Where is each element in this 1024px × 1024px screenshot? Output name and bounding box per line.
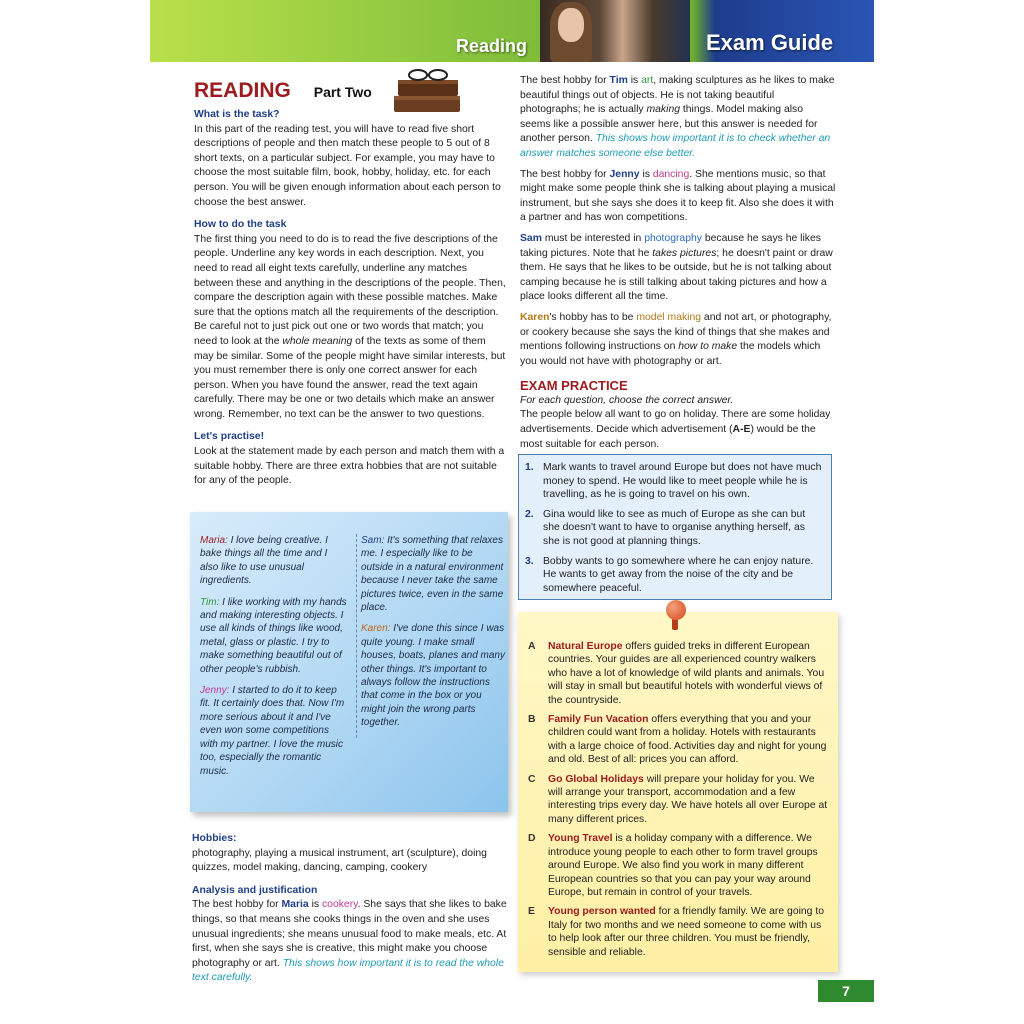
page-number: 7 [818,980,874,1002]
part-label: Part Two [313,84,372,100]
quote-tim: Tim: I like working with my hands and making interesting objects. I use all kinds of things like wood, metal, glass or plastic. I try to make something beautiful out of other people's rubbish. [200,596,347,675]
tim-analysis: The best hobby for Tim is art, making sculptures as he likes to make beautiful things out of objects. He is not taking beautiful photographs; he is actually making things. Model making also seems like a possible answer here, but this answer is needed for another person. This shows how important it is to check whether an answer matches someone else better. [520,75,835,159]
how-text: The first thing you need to do is to read the five descriptions of the people. Underline any key words in each description. Next, you need to read all eight texts carefully, underline any matches between these and anything in the descriptions of the people. Then, compare the description again with these possible matches. Make sure that the options match all the requirements of the description. Be careful not to just pick out one or two words that match; you need to look at the whole meaning of the texts as some of them may be similar. Some of the people might have similar interests, but you must remember there is only one correct answer for each person. When you have found the answer, read the text again carefully. There may be one or two details which make an answer wrong. Remember, no text can be the answer to two questions. [194,233,506,420]
question-item: 2. Gina would like to see as much of Europe as she can but she doesn't want to have to organise anything herself, as she is not good at planning things. [525,508,806,547]
ad-item: E Young person wanted for a friendly family. We are going to Italy for two months and we need someone to come with us to help look after our three children. You must be friendly, sensible and reliable. [528,906,825,958]
what-text: In this part of the reading test, you will have to read five short descriptions of people and then match these people to 5 out of 8 short texts, on a particular subject. For example, you may have to choose the most suitable film, book, hobby, holiday, etc. for each person. You will be given enough information about each person to choose the best answer. [194,123,501,208]
section-label: Reading [456,36,528,56]
karen-analysis: Karen's hobby has to be model making and not art, or photography, or cookery because she says the kind of things that she makes and mentions following instructions on how to make the models which you would not have with photography or art. [520,311,832,367]
quote-karen: Karen: I've done this since I was quite young. I make small houses, boats, planes and many other things. It's important to always follow the instructions that come in the box or you might join the wrong parts together. [361,623,505,729]
analysis-text: The best hobby for Maria is cookery. She says that she likes to bake things, so that means she cooks things in the oven and she uses unusual ingredients; she means unusual food to make meals, etc. At first, when she says she is creative, this might make you choose photography or art. This shows how important it is to read the whole text carefully. [192,899,507,984]
hobbies-heading: Hobbies: [192,833,237,844]
ad-item: C Go Global Holidays will prepare your holiday for you. We will arrange your transport, accommodation and a few interesting trips every day. We have hotels all over Europe at many different prices. [528,773,828,825]
question-item: 3. Bobby wants to go somewhere where he can enjoy nature. He wants to get away from the noise of the city and be somewhere peaceful. [525,555,814,594]
quote-maria: Maria: I love being creative. I bake things all the time and I also like to use unusual ingredients. [200,535,328,587]
quotes-box [190,512,508,812]
quotes-left [200,534,348,786]
questions-box [518,454,832,600]
jenny-analysis: The best hobby for Jenny is dancing. She mentions music, so that might make some people think she is talking about playing a musical instrument, but she says she does it to keep fit. Also she does it with a partner and has won competitions. [520,168,836,224]
sam-analysis: Sam must be interested in photography because he says he likes taking pictures. Note that he takes pictures; he doesn't paint or draw them. He says that he likes to be outside, but he is not talking about camping because he is still talking about taking pictures and how a place looks different all the time. [520,232,833,303]
left-column [194,78,506,489]
page-title: READING [194,79,291,102]
quote-jenny: Jenny: I started to do it to keep fit. It certainly does that. Now I'm more serious about it and I've even won some competitions with my partner. I love the music too, especially the romantic music. [200,685,345,777]
quote-sam: Sam: It's something that relaxes me. I especially like to be outside in a natural environment because I never take the same pictures twice, even in the same place. [361,535,504,614]
practise-heading: Let's practise! [194,431,265,443]
quotes-right [356,534,507,738]
books-icon [390,66,464,116]
hobbies-list: photography, playing a musical instrument, art (sculpture), doing quizzes, model making, dancing, camping, cookery [192,847,487,874]
pushpin-icon [666,600,686,620]
exam-practice-heading: EXAM PRACTICE [520,378,628,394]
ad-item: B Family Fun Vacation offers everything that you and your children could want from a holiday. Hotels with restaurants with a large choice of food. Activities day and night for young and old. Best of all: prices you can afford. [528,714,827,766]
analysis-heading: Analysis and justification [192,884,318,896]
exam-text: The people below all want to go on holiday. There are some holiday advertisements. Decide which advertisement (A-E) would be the most suitable for each person. [520,409,831,450]
ad-item: D Young Travel is a holiday company with a difference. We introduce young people to each other to form travel groups around Europe. We also find you work in many different European countries so that you can pay your way around Europe, but remain in control of your travels. [528,833,818,898]
ads-note [518,612,838,972]
photo-face [558,8,584,42]
what-heading: What is the task? [194,109,280,120]
hobbies-section [192,828,508,986]
exam-instruction: For each question, choose the correct answer. [520,394,734,406]
practise-text: Look at the statement made by each person and match them with a suitable hobby. There are three extra hobbies that are not suitable for any of the people. [194,446,505,487]
how-heading: How to do the task [194,219,287,231]
guide-title: Exam Guide [706,30,834,55]
question-item: 1. Mark wants to travel around Europe but does not have much money to spend. He would like to meet people while he is travelling, as he is going to travel on his own. [525,462,822,501]
right-column [520,74,836,452]
header-photo [540,0,690,62]
header-banner [150,0,874,62]
ad-item: A Natural Europe offers guided treks in different European countries. Your guides are all experienced country walkers who have a lot of knowledge of wild plants and animals. You will stay in small but beautiful hotels with wonderful views of the countryside. [528,641,825,706]
